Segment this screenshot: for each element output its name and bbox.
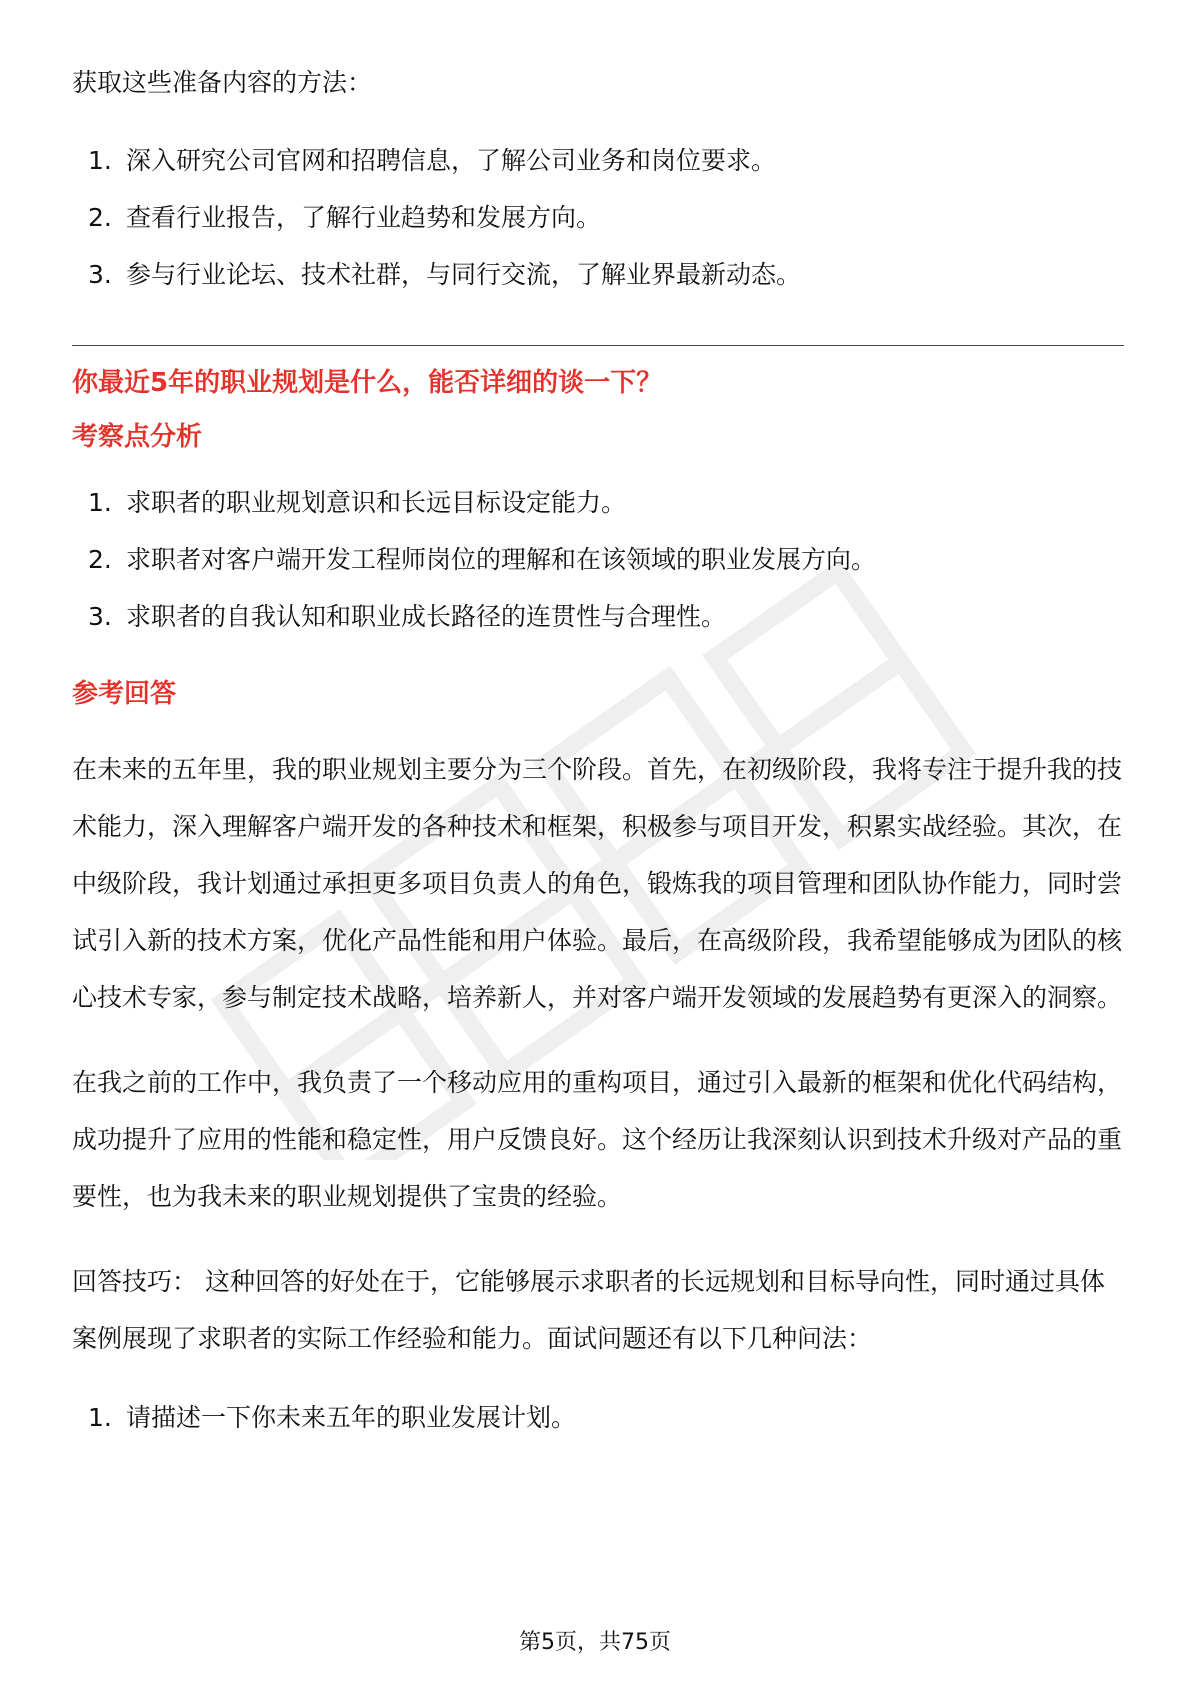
list-number: 3.	[88, 602, 112, 631]
page-footer: 第5页，共75页	[519, 1630, 671, 1655]
alt-questions-list	[72, 1389, 1124, 1446]
list-item	[72, 474, 1124, 531]
list-item	[72, 588, 1124, 645]
question-heading: 你最近5年的职业规划是什么，能否详细的谈一下？	[72, 368, 663, 398]
answer-heading: 参考回答	[72, 679, 177, 709]
list-number: 2.	[88, 203, 112, 232]
analysis-heading: 考察点分析	[72, 422, 203, 452]
analysis-points-list	[72, 474, 1124, 645]
list-item-text: 求职者对客户端开发工程师岗位的理解和在该领域的职业发展方向。	[126, 545, 877, 574]
list-item	[72, 1389, 1124, 1446]
list-item-text: 查看行业报告，了解行业趋势和发展方向。	[126, 203, 602, 232]
list-number: 3.	[88, 260, 112, 289]
list-item	[72, 246, 1124, 303]
list-number: 2.	[88, 545, 112, 574]
section-divider	[72, 345, 1124, 346]
list-number: 1.	[88, 488, 112, 517]
list-item-text: 求职者的自我认知和职业成长路径的连贯性与合理性。	[126, 602, 727, 631]
answer-paragraph: 在我之前的工作中，我负责了一个移动应用的重构项目，通过引入最新的框架和优化代码结构，成功提升了应用的性能和稳定性，用户反馈良好。这个经历让我深刻认识到技术升级对产品的重要性，也为我未来的职业规划提供了宝贵的经验。	[72, 1068, 1123, 1211]
list-number: 1.	[88, 146, 112, 175]
paragraph-gap	[72, 1367, 1124, 1389]
list-item-text: 请描述一下你未来五年的职业发展计划。	[126, 1403, 577, 1432]
paragraph-gap	[72, 1225, 1124, 1253]
list-item-text: 求职者的职业规划意识和长远目标设定能力。	[126, 488, 627, 517]
list-item	[72, 132, 1124, 189]
list-number: 1.	[88, 1403, 112, 1432]
list-item-text: 参与行业论坛、技术社群，与同行交流，了解业界最新动态。	[126, 260, 802, 289]
answer-tips-paragraph: 回答技巧： 这种回答的好处在于，它能够展示求职者的长远规划和目标导向性，同时通过具体案例展现了求职者的实际工作经验和能力。面试问题还有以下几种问法：	[72, 1267, 1105, 1353]
list-item	[72, 189, 1124, 246]
list-item-text: 深入研究公司官网和招聘信息，了解公司业务和岗位要求。	[126, 146, 777, 175]
paragraph-gap	[72, 1026, 1124, 1054]
intro-text: 获取这些准备内容的方法：	[72, 68, 373, 97]
list-item	[72, 531, 1124, 588]
answer-paragraph: 在未来的五年里，我的职业规划主要分为三个阶段。首先，在初级阶段，我将专注于提升我的技术能力，深入理解客户端开发的各种技术和框架，积极参与项目开发，积累实战经验。其次，在中级阶段，我计划通过承担更多项目负责人的角色，锻炼我的项目管理和团队协作能力，同时尝试引入新的技术方案，优化产品性能和用户体验。最后，在高级阶段，我希望能够成为团队的核心技术专家，参与制定技术战略，培养新人，并对客户端开发领域的发展趋势有更深入的洞察。	[72, 755, 1123, 1012]
prep-methods-list	[72, 132, 1124, 303]
main-content	[72, 58, 1124, 1446]
